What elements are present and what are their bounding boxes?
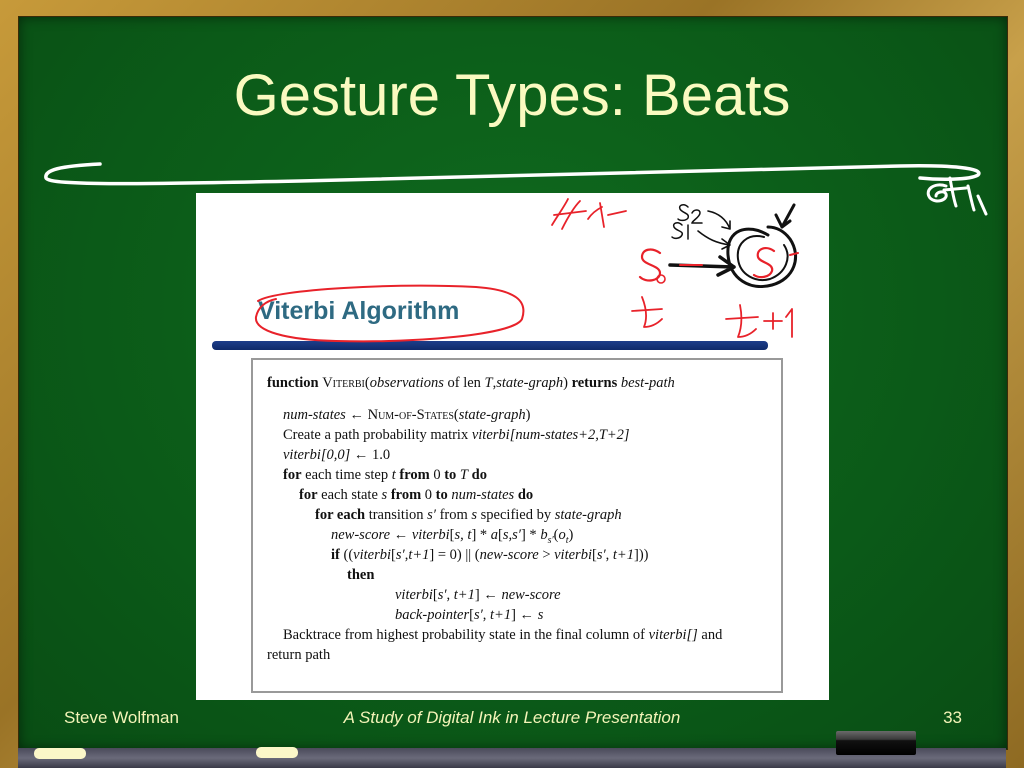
code-line: new-score ← viterbi[s, $t] * a[s,s'] * b_{s'}(o_t)$ — [331, 527, 574, 546]
code-line: viterbi[0,0] ← 1.0 — [283, 447, 391, 463]
footer-title: A Study of Digital Ink in Lecture Presentation — [343, 708, 681, 727]
figure-heading: Viterbi Algorithm — [258, 297, 460, 325]
code-line: for each state s from 0 to num-states do — [299, 487, 534, 503]
code-line: if ((viterbi[s′,t+1] = 0) || (new-score > viterbi[s′, t+1])) — [331, 547, 649, 563]
code-line: function Viterbi(observations of len T,state-graph) returns best-path — [267, 375, 675, 391]
slide-number: 33 — [943, 708, 962, 727]
code-line: for each transition s′ from s specified by state-graph — [315, 507, 622, 523]
code-line: num-states ← Num-of-States(state-graph) — [283, 407, 531, 423]
footer-author: Steve Wolfman — [64, 708, 179, 727]
code-line: back-pointer[s′, t+1] ← s — [395, 607, 544, 623]
slide-title: Gesture Types: Beats — [233, 63, 791, 128]
code-line: Backtrace from highest probability state in the final column of viterbi[] and — [283, 627, 723, 643]
code-line: viterbi[s′, t+1] ← new-score — [395, 587, 561, 603]
code-line: return path — [267, 647, 331, 663]
code-line: for each time step t from 0 to T do — [283, 467, 487, 483]
code-line: Create a path probability matrix viterbi[num-states+2,T+2] — [283, 427, 630, 443]
code-line: then — [347, 567, 375, 583]
